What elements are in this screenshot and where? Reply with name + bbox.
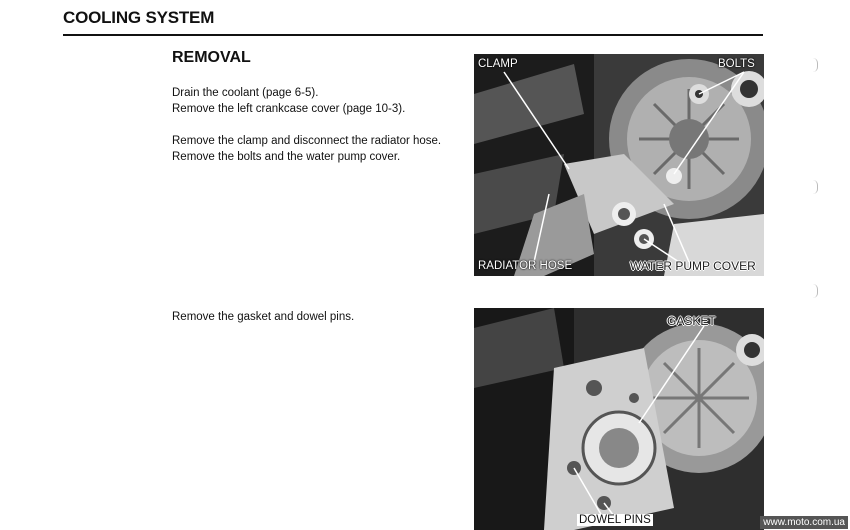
step-group-1 bbox=[172, 85, 462, 117]
engine-photo-illustration bbox=[474, 54, 764, 276]
label-dowel-pins: DOWEL PINS bbox=[579, 514, 651, 526]
label-water-pump-cover: WATER PUMP COVER bbox=[630, 259, 756, 273]
step-remove-crankcase-cover: Remove the left crankcase cover (page 10-3). bbox=[172, 103, 406, 115]
watermark: www.moto.com.ua bbox=[760, 516, 848, 529]
step-remove-clamp: Remove the clamp and disconnect the radiator hose. bbox=[172, 135, 442, 147]
photo-gasket-dowel-pins bbox=[474, 308, 764, 530]
label-bolts: BOLTS bbox=[718, 58, 755, 70]
scan-edge-mark bbox=[813, 284, 818, 298]
scan-edge-mark bbox=[813, 180, 818, 194]
label-clamp: CLAMP bbox=[478, 58, 518, 70]
step-remove-bolts: Remove the bolts and the water pump cover. bbox=[172, 151, 401, 163]
label-gasket: GASKET bbox=[667, 314, 716, 328]
step-remove-gasket: Remove the gasket and dowel pins. bbox=[172, 311, 355, 323]
step-drain-coolant: Drain the coolant (page 6-5). bbox=[172, 87, 319, 99]
page-title: COOLING SYSTEM bbox=[63, 8, 215, 27]
page-header bbox=[63, 7, 763, 36]
step-group-3 bbox=[172, 309, 462, 325]
photo-water-pump-cover bbox=[474, 54, 764, 276]
engine-photo-illustration-2 bbox=[474, 308, 764, 530]
section-title: REMOVAL bbox=[172, 49, 251, 66]
step-group-2 bbox=[172, 133, 462, 165]
label-radiator-hose: RADIATOR HOSE bbox=[478, 260, 573, 272]
scan-edge-mark bbox=[813, 58, 818, 72]
